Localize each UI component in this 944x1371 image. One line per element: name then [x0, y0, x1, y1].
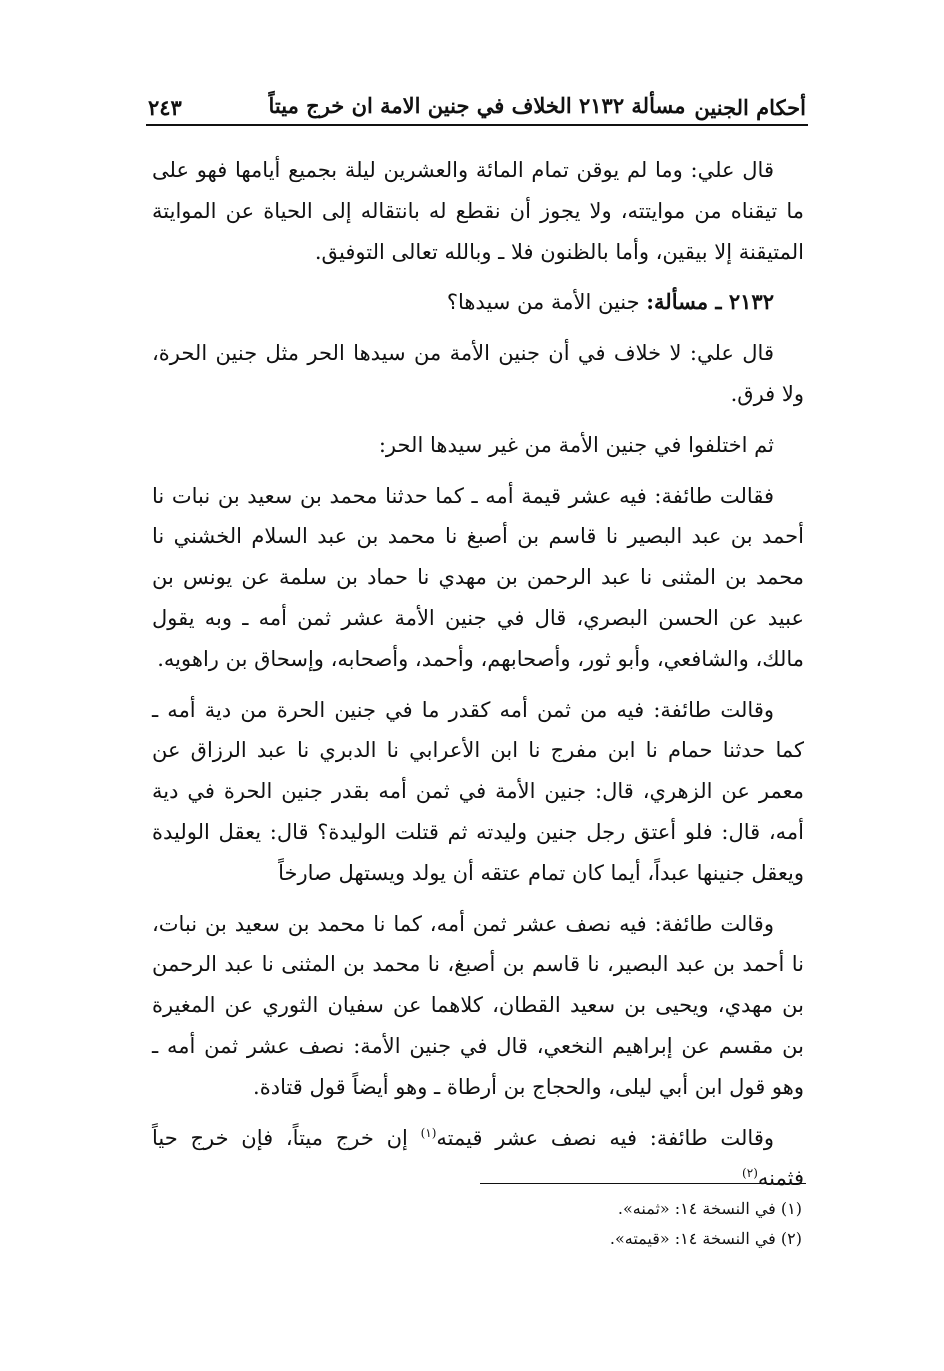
paragraph: فقالت طائفة: فيه عشر قيمة أمه ـ كما حدثنا محمد بن سعيد بن نبات نا أحمد بن عبد البصير نا قاسم بن أصبغ نا محمد بن عبد السلام الخشني نا محمد بن المثنى نا عبد الرحمن بن مهدي نا حماد بن سلمة عن يونس بن عبيد عن الحسن البصري، قال في جنين الأمة عشر ثمن أمه ـ وبه يقول مالك، والشافعي، وأبو ثور، وأصحابهم، وأحمد، وأصحابه، وإسحاق بن راهويه. [152, 483, 804, 671]
paragraph-text: إن خرج ميتاً، فإن خرج حياً فثمنه [152, 1125, 804, 1191]
footnotes [152, 1194, 804, 1254]
paragraph [152, 1118, 804, 1200]
book-title: أحكام الجنين [694, 95, 806, 120]
footnote-2: (٢) في النسخة ١٤: «قيمته». [609, 1229, 802, 1248]
footnote-ref-2: (٢) [742, 1166, 758, 1181]
paragraph: وقالت طائفة: فيه نصف عشر ثمن أمه، كما نا محمد بن سعيد بن نبات، نا أحمد بن عبد البصير، نا قاسم بن أصبغ، نا محمد بن المثنى نا عبد الرحمن بن مهدي، ويحيى بن سعيد القطان، كلاهما عن سفيان الثوري عن المغيرة بن مقسم عن إبراهيم النخعي، قال في جنين الأمة: نصف عشر ثمن أمه ـ وهو قول ابن أبي ليلى، والحجاج بن أرطاة ـ وهو أيضاً قول قتادة. [152, 911, 804, 1099]
footnote-1: (١) في النسخة ١٤: «ثمنه». [617, 1199, 802, 1218]
paragraph: قال علي: وما لم يوقن تمام المائة والعشرين ليلة بجميع أيامها فهو على ما تيقناه من موايتته، ولا يجوز أن نقطع له بانتقاله إلى الحياة عن الموايتة المتيقنة إلا بيقين، وأما بالظنون فلا ـ وبالله تعالى التوفيق. [152, 158, 804, 264]
issue-text: جنين الأمة من سيدها؟ [446, 290, 640, 315]
page-number: ٢٤٣ [148, 95, 182, 120]
issue-label: ٢١٣٢ ـ مسألة: [646, 289, 774, 315]
paragraph: ثم اختلفوا في جنين الأمة من غير سيدها الحر: [378, 432, 774, 457]
section-title: مسألة ٢١٣٢ الخلاف في جنين الامة ان خرج ميتاً [268, 93, 686, 118]
header-divider [146, 124, 808, 126]
paragraph: وقالت طائفة: فيه من ثمن أمه كقدر ما في جنين الحرة من دية أمه ـ كما حدثنا حمام نا ابن مفرج نا ابن الأعرابي نا الدبري نا عبد الرزاق عن معمر عن الزهري، قال: جنين الأمة في ثمن أمه بقدر جنين الحرة في دية أمه، قال: فلو أعتق رجل جنين وليدته ثم قتلت الوليدة؟ قال: يعقل الوليدة ويعقل جنينها عبداً، أيما كان تمام عتقه أن يولد ويستهل صارخاً [152, 697, 804, 885]
footnote-divider [480, 1183, 806, 1184]
footnote-ref-1: (١) [420, 1125, 437, 1140]
paragraph: قال علي: لا خلاف في أن جنين الأمة من سيدها الحر مثل جنين الحرة، ولا فرق. [152, 341, 804, 406]
issue-heading [152, 282, 804, 323]
paragraph-text: وقالت طائفة: فيه نصف عشر قيمته [436, 1125, 774, 1150]
page-header [148, 88, 806, 120]
main-text [152, 150, 804, 1209]
